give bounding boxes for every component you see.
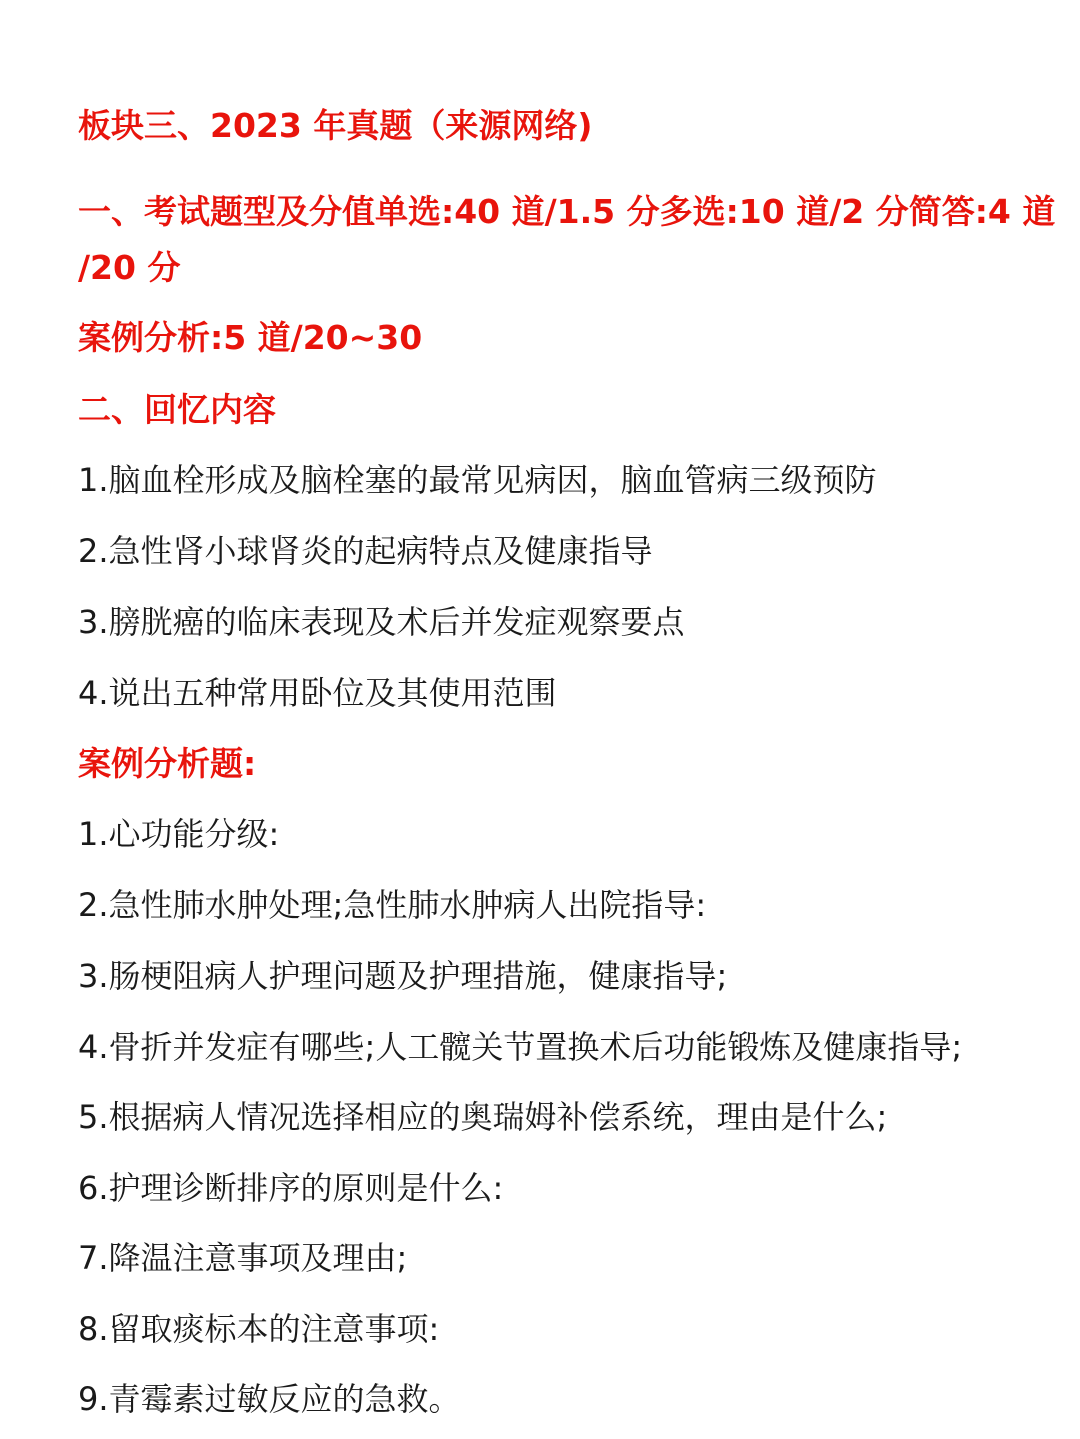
case-item: 3.肠梗阻病人护理问题及护理措施，健康指导; xyxy=(78,957,728,995)
exam-types-line-2: /20 分 xyxy=(78,248,181,287)
recall-title: 二、回忆内容 xyxy=(78,390,276,429)
case-section-title: 案例分析题: xyxy=(78,744,257,783)
case-analysis-score: 案例分析:5 道/20~30 xyxy=(78,318,423,357)
exam-types-line-1: 一、考试题型及分值单选:40 道/1.5 分多选:10 道/2 分简答:4 道 xyxy=(78,192,1056,231)
case-item: 8.留取痰标本的注意事项: xyxy=(78,1310,440,1348)
recall-item: 3.膀胱癌的临床表现及术后并发症观察要点 xyxy=(78,603,685,641)
case-item: 6.护理诊断排序的原则是什么: xyxy=(78,1169,504,1207)
case-item: 1.心功能分级: xyxy=(78,815,280,853)
recall-item: 4.说出五种常用卧位及其使用范围 xyxy=(78,674,557,712)
case-item: 2.急性肺水肿处理;急性肺水肿病人出院指导: xyxy=(78,886,707,924)
section-title: 板块三、2023 年真题（来源网络) xyxy=(78,106,593,145)
case-item: 5.根据病人情况选择相应的奥瑞姆补偿系统，理由是什么; xyxy=(78,1098,888,1136)
recall-item: 2.急性肾小球肾炎的起病特点及健康指导 xyxy=(78,532,653,570)
case-item: 7.降温注意事项及理由; xyxy=(78,1239,408,1277)
recall-item: 1.脑血栓形成及脑栓塞的最常见病因，脑血管病三级预防 xyxy=(78,461,877,499)
case-item: 4.骨折并发症有哪些;人工髋关节置换术后功能锻炼及健康指导; xyxy=(78,1028,963,1066)
case-item: 9.青霉素过敏反应的急救。 xyxy=(78,1380,461,1418)
